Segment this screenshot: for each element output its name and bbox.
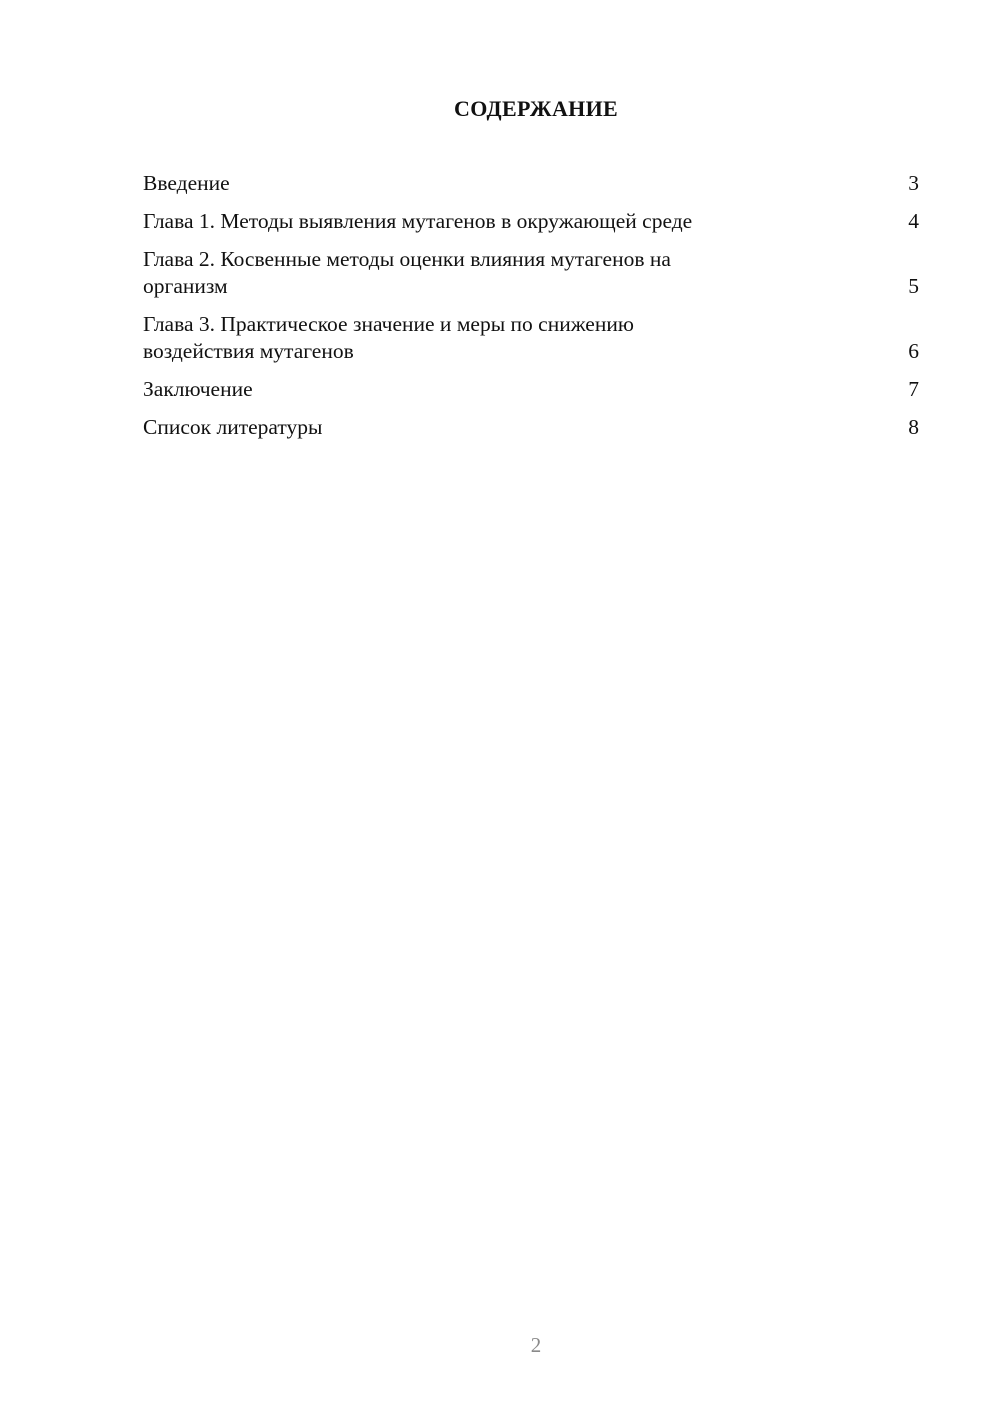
toc-entry-introduction	[143, 170, 919, 197]
toc-entry-line: Глава 3. Практическое значение и меры по снижению	[143, 312, 634, 336]
toc-entry-chapter-1	[143, 208, 919, 235]
toc-entry-line: воздействия мутагенов	[143, 339, 354, 363]
toc-entry-label	[143, 208, 692, 235]
toc-entry-chapter-3	[143, 311, 919, 365]
toc-entry-line: организм	[143, 274, 228, 298]
toc-entry-page: 8	[908, 415, 919, 439]
toc-entry-line: Глава 2. Косвенные методы оценки влияния мутагенов на	[143, 247, 671, 271]
toc-entry-line: Введение	[143, 171, 230, 195]
toc-entry-label	[143, 246, 671, 300]
toc-entry-page: 7	[908, 377, 919, 401]
toc-entry-page: 3	[908, 171, 919, 195]
toc-entry-label	[143, 311, 634, 365]
toc-entry-page: 4	[908, 209, 919, 233]
toc-entry-label	[143, 414, 322, 441]
toc-entry-conclusion	[143, 376, 919, 403]
toc-entry-label	[143, 376, 253, 403]
toc-entry-line: Глава 1. Методы выявления мутагенов в окружающей среде	[143, 209, 693, 233]
table-of-contents	[143, 170, 919, 452]
toc-entry-chapter-2	[143, 246, 919, 300]
toc-entry-references	[143, 414, 919, 441]
toc-entry-line: Список литературы	[143, 415, 323, 439]
toc-entry-line: Заключение	[143, 377, 253, 401]
toc-entry-label	[143, 170, 230, 197]
page-number: 2	[530, 1333, 542, 1357]
toc-entry-page: 6	[908, 339, 919, 363]
page-title: СОДЕРЖАНИЕ	[454, 96, 618, 121]
toc-entry-page: 5	[908, 274, 919, 298]
